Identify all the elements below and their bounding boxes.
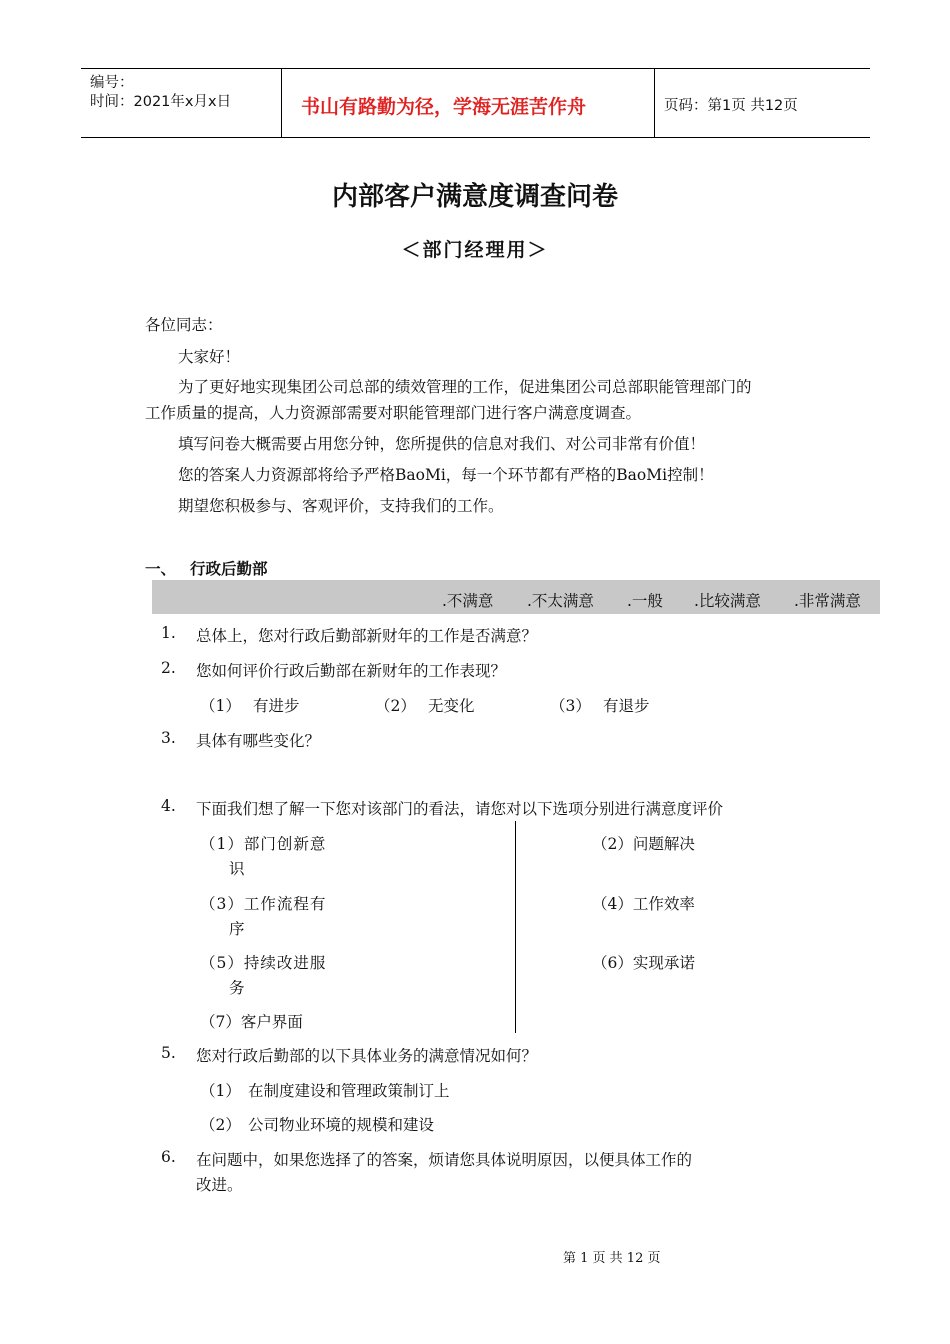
question-number: 6.	[161, 1148, 176, 1166]
header-divider	[281, 69, 282, 137]
intro-paragraph-4: 期望您积极参与、客观评价，支持我们的工作。	[178, 497, 504, 515]
option-text: 公司物业环境的规模和建设	[248, 1116, 435, 1134]
section-number: 一、	[145, 560, 177, 578]
question-text: 具体有哪些变化？	[196, 732, 321, 750]
question-number: 1.	[161, 624, 176, 642]
rating-option: .不太满意	[527, 592, 594, 610]
option-number: （1）	[200, 1082, 241, 1100]
rating-option: .一般	[627, 592, 663, 610]
evaluation-item: （5）持续改进服	[200, 954, 327, 972]
option-text: 无变化	[428, 697, 475, 715]
option-text: 有进步	[253, 697, 300, 715]
evaluation-item-cont: 序	[229, 920, 245, 938]
header-number-label: 编号：	[90, 75, 134, 91]
evaluation-item: （2）问题解决	[592, 835, 695, 853]
option-number: （3）	[550, 697, 591, 715]
greeting: 各位同志：	[145, 316, 223, 334]
header-time-label: 时间：2021年x月x日	[90, 94, 232, 110]
option-number: （1）	[200, 697, 241, 715]
intro-paragraph-1: 为了更好地实现集团公司总部的绩效管理的工作，促进集团公司总部职能管理部门的	[178, 378, 752, 396]
question-number: 3.	[161, 729, 176, 747]
option-number: （2）	[375, 697, 416, 715]
rating-option: .不满意	[442, 592, 494, 610]
evaluation-item: （7）客户界面	[200, 1013, 303, 1031]
question-text: 您如何评价行政后勤部在新财年的工作表现？	[196, 662, 507, 680]
evaluation-item: （3）工作流程有	[200, 895, 327, 913]
rating-scale-bar	[152, 580, 880, 614]
question-text: 总体上，您对行政后勤部新财年的工作是否满意？	[196, 627, 538, 645]
evaluation-item-cont: 识	[229, 860, 245, 878]
intro-paragraph-1-cont: 工作质量的提高，人力资源部需要对职能管理部门进行客户满意度调查。	[145, 404, 642, 422]
hello: 大家好！	[178, 348, 241, 366]
header-motto: 书山有路勤为径，学海无涯苦作舟	[301, 96, 587, 118]
page-subtitle: ＜部门经理用＞	[401, 239, 549, 261]
option-text: 在制度建设和管理政策制订上	[248, 1082, 450, 1100]
intro-paragraph-3: 您的答案人力资源部将给予严格BaoMi，每一个环节都有严格的BaoMi控制！	[178, 466, 714, 484]
option-text: 有退步	[603, 697, 650, 715]
page-title: 内部客户满意度调查问卷	[331, 182, 618, 212]
rating-option: .比较满意	[694, 592, 761, 610]
section-title: 行政后勤部	[190, 560, 268, 578]
option-number: （2）	[200, 1116, 241, 1134]
question-text: 在问题中，如果您选择了的答案，烦请您具体说明原因，以便具体工作的	[196, 1151, 693, 1169]
rating-option: .非常满意	[794, 592, 861, 610]
page-footer: 第 1 页 共 12 页	[563, 1251, 661, 1266]
question-number: 2.	[161, 659, 176, 677]
header-page-code: 页码：第1页 共12页	[664, 98, 798, 114]
question-text: 您对行政后勤部的以下具体业务的满意情况如何？	[196, 1047, 538, 1065]
question-number: 4.	[161, 797, 176, 815]
column-divider	[515, 821, 516, 1033]
evaluation-item-cont: 务	[229, 979, 245, 997]
evaluation-item: （4）工作效率	[592, 895, 695, 913]
evaluation-item: （6）实现承诺	[592, 954, 695, 972]
header-divider	[654, 69, 655, 137]
question-text: 下面我们想了解一下您对该部门的看法，请您对以下选项分别进行满意度评价	[196, 800, 724, 818]
question-number: 5.	[161, 1044, 176, 1062]
question-text-cont: 改进。	[196, 1176, 243, 1194]
evaluation-item: （1）部门创新意	[200, 835, 327, 853]
intro-paragraph-2: 填写问卷大概需要占用您分钟，您所提供的信息对我们、对公司非常有价值！	[178, 435, 706, 453]
